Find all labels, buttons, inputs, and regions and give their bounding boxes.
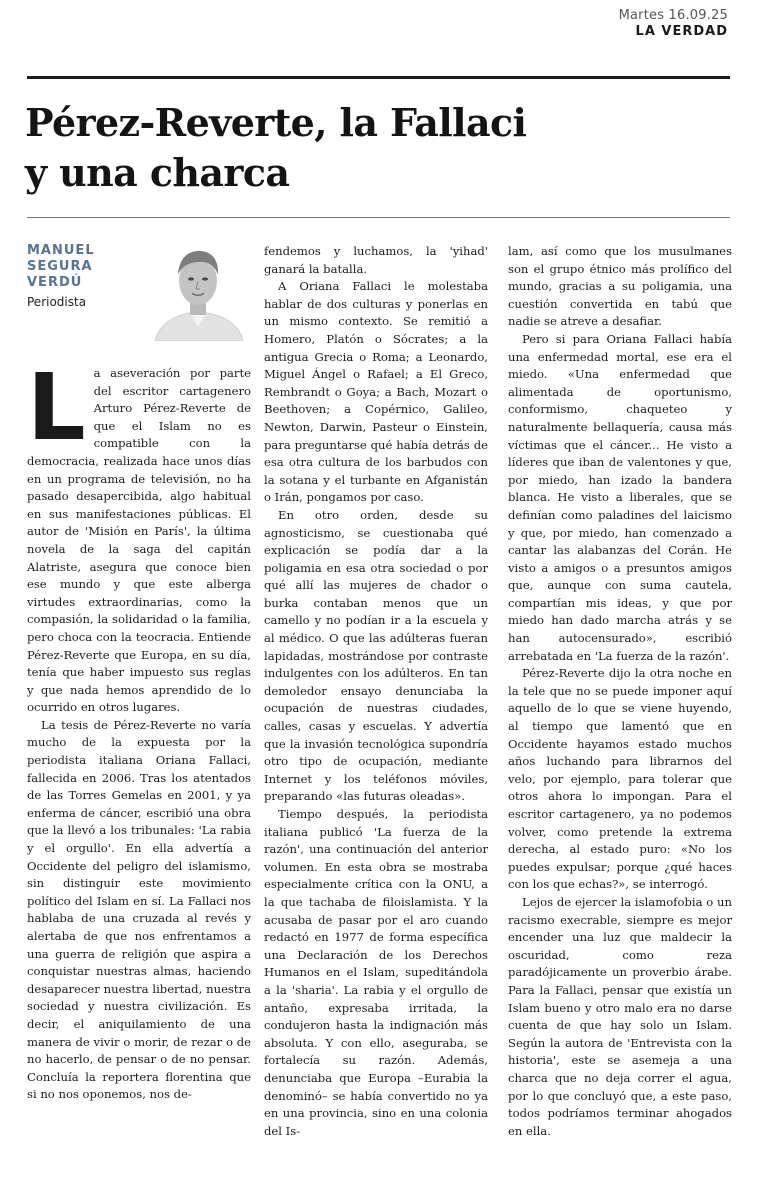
newspaper-name: LA VERDAD [635, 24, 728, 39]
masthead [619, 8, 728, 39]
article-paragraph [27, 354, 251, 717]
headline [25, 98, 725, 198]
article-column-1 [27, 354, 251, 1104]
article-column-3 [508, 243, 732, 1140]
author-name-line: VERDÚ [27, 275, 83, 290]
article-paragraph: En otro orden, desde su agnosticismo, se cuestionaba qué explicación se podía dar a la poligamia en esa otra sociedad o por qué allí las mujeres de chador o burka contaban menos que un camello y no podían ir a la escuela y al médico. O que las adúlteras fueran lapidadas, mostrándose por contraste indulgentes con los adúlteros. En tan demoledor ensayo denunciaba la ocupación de nuestras ciudades, calles, casas y escuelas. Y advertía que la invasión tecnológica supondría otro tipo de ocupación, mediante Internet y los teléfonos móviles, preparando «las futuras oleadas». [264, 507, 488, 804]
article-paragraph: Lejos de ejercer la islamofobia o un racismo execrable, siempre es mejor encender una luz que maldecir la oscuridad, como reza paradójicamente un proverbio árabe. Para la Fallaci, pensar que existía un Islam bueno y otro malo era no darse cuenta de que hay solo un Islam. Según la autora de 'Entrevista con la historia', este se asemeja a una charca que no deja correr el agua, por lo que concluyó que, a este paso, todos podríamos terminar ahogados en ella. [508, 894, 732, 1138]
headline-rule [27, 217, 730, 218]
issue-date: Martes 16.09.25 [618, 8, 728, 23]
article-column-2 [264, 243, 488, 1140]
article-paragraph: A Oriana Fallaci le molestaba hablar de dos culturas y ponerlas en un mismo contexto. Se remitió a Homero, Platón o Sócrates; a la antigua Grecia o Roma; a Leonardo, Miguel Ángel o Rafael; a El Greco, Rembrandt o Goya; a Bach, Mozart o Beethoven; a Copérnico, Galileo, Newton, Darwin, Pasteur o Einstein, para preguntarse qué había detrás de esa otra cultura de los barbudos con la sotana y el turbante en Afganistán o Irán, pongamos por caso. [264, 279, 488, 505]
headline-line-2: y una charca [25, 150, 290, 195]
author-name-line: MANUEL [27, 243, 95, 258]
top-rule [27, 76, 730, 79]
paragraph-text: a aseveración por parte del escritor cartagenero Arturo Pérez-Reverte de que el Islam no es compatible con la democracia, realizada hace unos días en un programa de televisión, no ha pasado desapercibida, algo habitual en sus manifestaciones públicas. El autor de 'Misión en París', la última novela de la saga del capitán Alatriste, asegura que conoce bien ese mundo y que este alberga virtudes extraordinarias, como la compasión, la solidaridad o la familia, pero choca con la teocracia. Entiende Pérez-Reverte que Europa, en su día, tenía que haber impuesto sus reglas y que nada hemos aprendido de lo ocurrido en otros lugares. [27, 366, 251, 715]
article-paragraph: Pero si para Oriana Fallaci había una enfermedad mortal, ese era el miedo. «Una enfermedad que alimentada de oportunismo, conformismo, chaqueteo y naturalmente bellaquería, causa más víctimas que el cáncer... He visto a líderes que iban de valentones y que, por miedo, han izado la bandera blanca. He visto a liberales, que se definían como paladines del laicismo y que, por miedo, han comenzado a cantar las alabanzas del Corán. He visto a amigos o a presuntos amigos que, aunque con suma cautela, compartían mis ideas, y que por miedo han dado marcha atrás y se han autocensurado», escribió arrebatada en 'La fuerza de la razón'. [508, 331, 732, 663]
article-paragraph: Tiempo después, la periodista italiana publicó 'La fuerza de la razón', una continuación del anterior volumen. En esta obra se mostraba especialmente crítica con la ONU, a la que tachaba de filoislamista. Y la acusaba de pasar por el aro cuando redactó en 1977 de forma específica una Declaración de los Derechos Humanos en el Islam, supeditándola a la 'sharia'. La rabia y el orgullo de antaño, expresaba irritada, la condujeron hasta la indignación más absoluta. Y con ello, aseguraba, se fortalecía su razón. Además, denunciaba que Europa –Eurabia la denominó– se había convertido no ya en una provincia, sino en una colonia del Is- [264, 807, 488, 1138]
author-block [27, 243, 247, 343]
article-paragraph: La tesis de Pérez-Reverte no varía mucho de la expuesta por la periodista italiana Oriana Fallaci, fallecida en 2006. Tras los atentados de las Torres Gemelas en 2001, y ya enferma de cáncer, escribió una obra que la llevó a los tribunales: 'La rabia y el orgullo'. En ella advertía a Occidente del peligro del islamismo, sin distinguir este movimiento político del Islam en sí. La Fallaci nos hablaba de una cruzada al revés y alertaba de que nos enfrentamos a una guerra de religión que aspira a conquistar nuestras almas, haciendo desaparecer nuestra libertad, nuestra sociedad y nuestra civilización. Es decir, el aniquilamiento de una manera de vivir o morir, de rezar o de no hacerlo, de pensar o de no pensar. Concluía la reportera florentina que si no nos oponemos, nos de- [27, 717, 251, 1102]
drop-cap: L [27, 354, 86, 461]
headline-line-1: Pérez-Reverte, la Fallaci [25, 100, 527, 145]
article-paragraph: lam, así como que los musulmanes son el grupo étnico más prolífico del mundo, gracias a su poligamia, una cuestión convertida en tabú que nadie se atreve a desafiar. [508, 244, 732, 329]
author-name [27, 243, 137, 291]
article-paragraph: fendemos y luchamos, la 'yihad' ganará la batalla. [264, 244, 488, 276]
article-paragraph: Pérez-Reverte dijo la otra noche en la tele que no se puede imponer aquí aquello de lo que se viene huyendo, al tiempo que lamentó que en Occidente hayamos estado muchos años luchando para librarnos del velo, por ejemplo, para tolerar que otros ahora lo impongan. Para el escritor cartagenero, ya no podemos volver, como pretende la extrema derecha, al estado puro: «No los puedes expulsar; porque ¿qué haces con los que echas?», se interrogó. [508, 666, 732, 892]
author-role: Periodista [27, 295, 87, 309]
author-name-line: SEGURA [27, 259, 93, 274]
author-photo [149, 243, 247, 341]
